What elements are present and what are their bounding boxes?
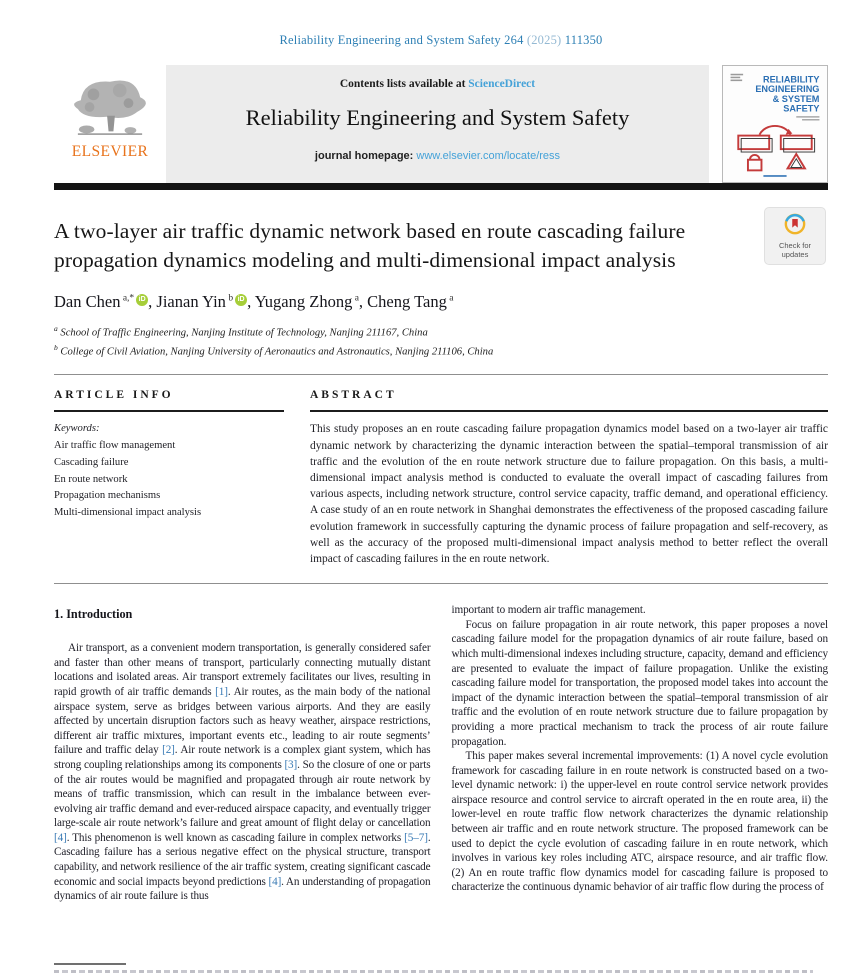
author-name[interactable]: Dan Chen $^{a,*}$ iD <box>54 292 148 311</box>
keyword: Air traffic flow management <box>54 440 176 452</box>
author-affiliation-marker: b <box>225 293 234 304</box>
sciencedirect-link[interactable]: ScienceDirect <box>468 78 536 90</box>
citation-link[interactable]: [5–7] <box>404 831 428 844</box>
keyword: Multi-dimensional impact analysis <box>54 507 202 519</box>
body-text: . Cascading failure has a serious negative effect on the physical structure, transport capability, and network resilience of the air traffic system, creating significant cascade economic and social impacts beyond predictions <box>54 831 431 888</box>
body-text: . An understanding of propagation dynamics of air route failure is thus <box>54 875 431 903</box>
check-for-updates-badge[interactable] <box>764 207 826 265</box>
keywords-label: Keywords: <box>54 423 100 435</box>
svg-text:& SYSTEM: & SYSTEM <box>772 93 820 104</box>
journal-homepage-link[interactable]: www.elsevier.com/locate/ress <box>416 150 561 162</box>
author-name[interactable]: Yugang Zhong $^a$ <box>254 292 359 312</box>
elsevier-wordmark: ELSEVIER <box>71 143 149 160</box>
divider <box>310 410 828 412</box>
svg-text:SAFETY: SAFETY <box>783 103 820 114</box>
author-affiliation-marker: a <box>446 293 454 304</box>
body-columns <box>54 603 828 904</box>
right-column <box>452 603 829 904</box>
citation-link[interactable]: [1] <box>215 685 228 698</box>
intro-paragraph-1 <box>54 641 431 904</box>
journal-ref-year: (2025) <box>526 33 562 47</box>
journal-masthead <box>54 65 828 183</box>
contents-line <box>166 78 709 90</box>
body-text: . Air routes, as the main body of the national airspace system, serve as bridges between various airports. And they are easily affected by uncertain disruption factors such as heavy weather, airspace restrictions, different air traffic mixtures, important events etc., leading to air route segments’ failure and traffic delay <box>54 685 431 757</box>
elsevier-logo[interactable] <box>54 65 166 183</box>
citation-link[interactable]: [4] <box>54 831 67 844</box>
intro-paragraph-2: Focus on failure propagation in air route network, this paper proposes a novel cascading failure model for the propagation dynamics of air route failure, based on which multi-dimensional indexes including structure, capacity, demand and efficiency are presented to evaluate the impact of failure propagation. Unlike the existing cascading failure model for transportation, the proposed model takes into account the impact of the dynamic interaction between the spatial–temporal transmission of air traffic and the evolution of en route network structure due to failure propagation by providing a more practical mechanism to track the process of air route failure propagation. <box>451 618 828 748</box>
orcid-icon[interactable]: iD <box>235 294 247 306</box>
divider <box>54 583 828 584</box>
section-heading-introduction: 1. Introduction <box>54 607 133 622</box>
divider <box>54 410 284 412</box>
journal-banner <box>166 65 709 183</box>
journal-homepage-line <box>166 150 709 162</box>
keywords-list <box>54 438 284 522</box>
journal-ref-main: Reliability Engineering and System Safety 264 <box>279 33 524 47</box>
author-name[interactable]: Cheng Tang $^a$ <box>367 292 454 312</box>
title-block <box>54 217 828 275</box>
elsevier-tree-icon <box>66 71 154 145</box>
info-abstract-row <box>54 375 828 581</box>
author-affiliation-marker: a,* <box>120 293 135 304</box>
author-name[interactable]: Jianan Yin $^b$ iD <box>156 292 247 311</box>
masthead-gap <box>709 65 722 183</box>
check-for-updates-icon <box>784 213 806 235</box>
article-title: A two-layer air traffic dynamic network based en route cascading failure propagation dynamics modeling and multi-dimensional impact analysis <box>54 219 686 273</box>
body-text: . Air route network is a complex giant system, which has strong coupling relationships among its components <box>54 744 431 771</box>
footnote-area <box>54 963 828 973</box>
affiliation-list <box>54 323 828 361</box>
body-text: Air transport, as a convenient modern transportation, is generally considered safer and faster than other means of transport, particularly connecting mutually distant locations and isolated areas. Air transport extremely facilitates our lives, resulting in rapid growth of air traffic demands <box>54 642 431 698</box>
svg-text:ENGINEERING: ENGINEERING <box>755 84 820 95</box>
abstract-heading: ABSTRACT <box>310 389 397 402</box>
journal-ref-number: 111350 <box>564 33 603 47</box>
journal-title: Reliability Engineering and System Safety <box>245 105 630 130</box>
keyword: Propagation mechanisms <box>54 490 161 502</box>
journal-cover-thumbnail[interactable] <box>722 65 828 183</box>
affiliation: $^a$ School of Traffic Engineering, Nanjing Institute of Technology, Nanjing 211167, China <box>54 324 428 339</box>
citation-link[interactable]: [4] <box>268 875 282 888</box>
contents-prefix: Contents lists available at <box>339 78 469 90</box>
abstract-text: This study proposes an en route cascading failure propagation dynamics model based on a two-layer air traffic dynamic network by characterizing the dynamic interaction between the spatial–temporal transmission of air traffic and the evolution of the en route network structure due to failure propagation. On this basis, a multi-dimensional impact analysis method is conducted to evaluate the overall impact of cascading failures from various aspects, including network structure, control service capacity, traffic demand, and operational efficiency. A case study of an en route network in Shanghai demonstrates the effectiveness of the proposed cascading failure evolution framework in successfully capturing the dynamic process of failure propagation and self-recovery, as well as the accuracy of the proposed multi-dimensional impact analysis method to better reflect the overall impact of cascading failures in the en route network. <box>310 423 828 565</box>
check-for-updates-label: Check for updates <box>778 241 812 260</box>
citation-link[interactable]: [2] <box>162 744 175 757</box>
article-info-column <box>54 386 284 567</box>
body-text: . This phenomenon is well known as cascading failure in complex networks <box>66 831 405 844</box>
homepage-label: journal homepage: <box>314 150 417 162</box>
orcid-icon[interactable]: iD <box>136 294 148 306</box>
citation-link[interactable]: [3] <box>284 758 298 771</box>
footnote-divider <box>54 963 126 965</box>
svg-text:RELIABILITY: RELIABILITY <box>762 74 820 85</box>
intro-paragraph-1-continued: important to modern air traffic management. <box>451 604 646 617</box>
author-list: Dan Chen $^{a,*}$ iD , Jianan Yin $^b$ iD , Yugang Zhong $^a$, Cheng Tang $^a$ <box>54 292 454 312</box>
abstract-column <box>310 386 828 567</box>
intro-paragraph-3: This paper makes several incremental improvements: (1) A novel cycle evolution framework for cascading failure in en route network is constructed based on a two-level dynamic network: i) the upper-level en route control service network provides airspace resource and control service to aircraft operated in the en route area, ii) the lower-level en route traffic flow network characterizes the dynamic relationship between air traffic and en route network structure. The proposed framework can be used to depict the cycle evolution of cascading failure in en route network, which involves in various key roles including ATC, airspace resource, and air traffic flow. (2) An en route traffic flow dynamics model for cascading failure is proposed to characterize the continuous dynamic behavior of air traffic flow during the process of <box>451 750 828 894</box>
journal-cover-art <box>724 67 826 181</box>
author-affiliation-marker: a <box>352 293 359 304</box>
affiliation: $^b$ College of Civil Aviation, Nanjing University of Aeronautics and Astronautics, Nanjing 211106, China <box>54 343 494 358</box>
article-info-heading: ARTICLE INFO <box>54 389 174 402</box>
masthead-divider-bar <box>54 183 828 190</box>
body-text: . So the closure of one or parts of the air routes would be magnified and propagated through air route network by means of traffic transmission, which can result in the imbalance between ever-evolving air traffic demand and ever-reduced airspace capacity, and eventually trigger large-scale air route network’s failure and great amount of flight delay or cancellation <box>54 758 431 830</box>
keyword: En route network <box>54 473 128 485</box>
journal-reference-line <box>54 0 828 48</box>
left-column <box>54 603 431 904</box>
keyword: Cascading failure <box>54 457 129 469</box>
